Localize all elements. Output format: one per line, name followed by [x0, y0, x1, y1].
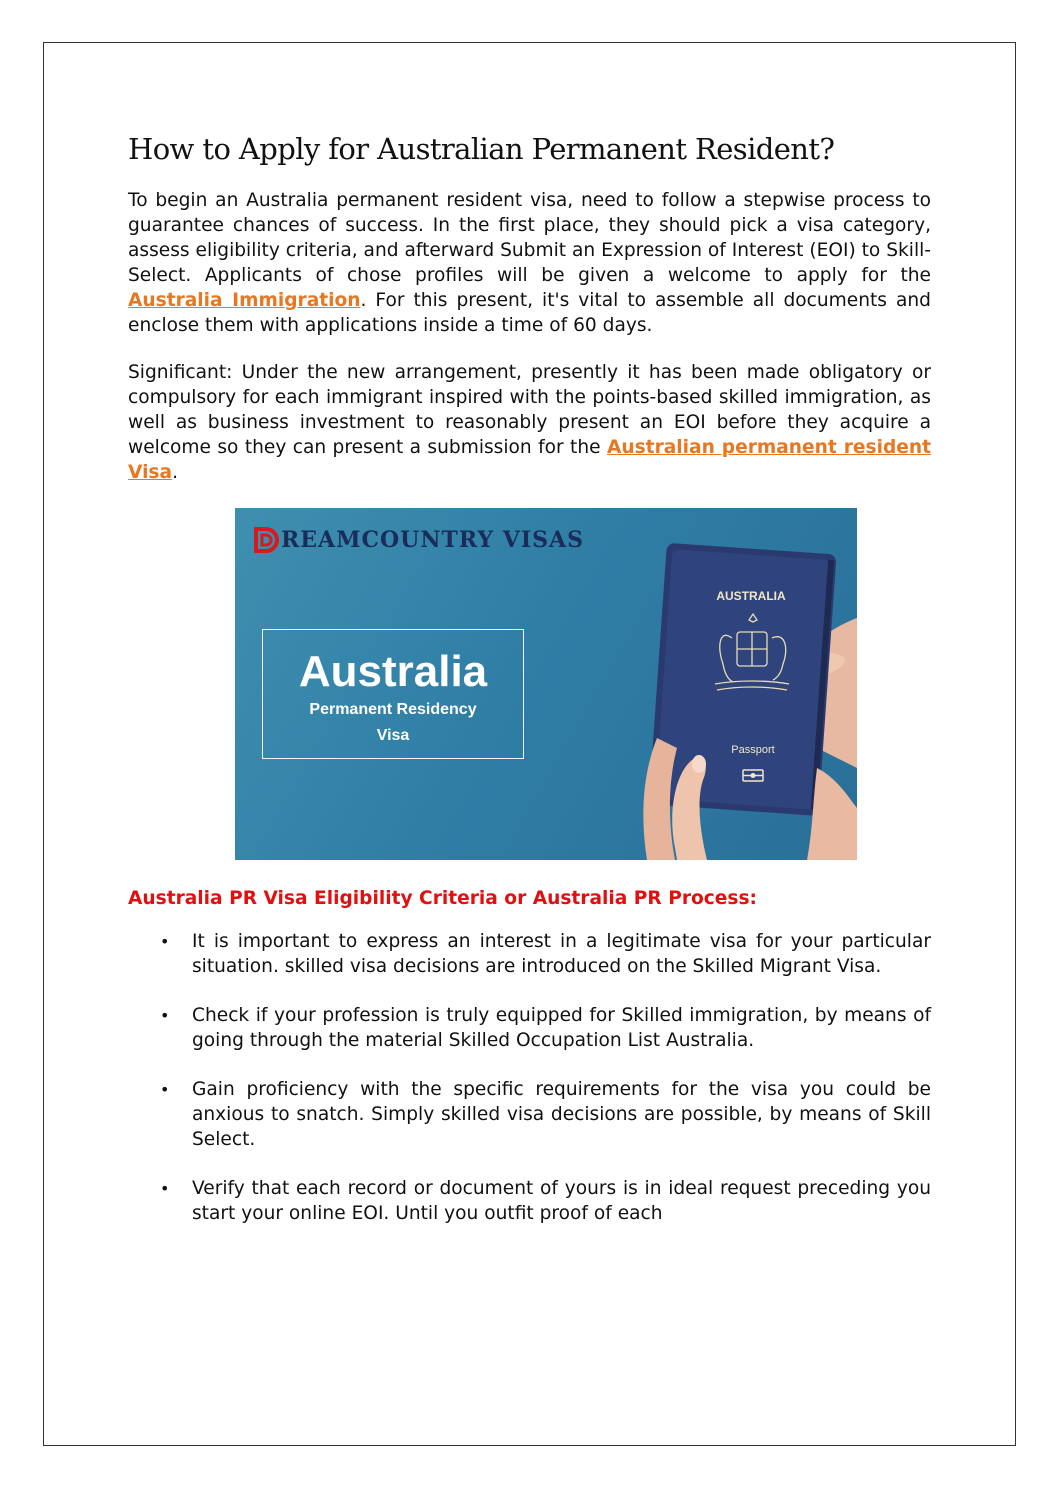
list-item-text: Check if your profession is truly equipped for Skilled immigration, by means of going through the material Skilled Occupation List Australia. — [192, 1005, 931, 1051]
brand-d-logo-icon — [253, 526, 279, 554]
banner-text-box — [262, 629, 524, 759]
intro-paragraph — [128, 188, 931, 338]
significant-text-before: Significant: Under the new arrangement, presently it has been made obligatory or compulsory for each immigrant inspired with the points-based skilled immigration, as well as business investment to reasonably present an EOI before they acquire a welcome so they can present a submission for the — [128, 362, 931, 458]
australian-pr-visa-link[interactable]: Australian permanent resident Visa — [128, 437, 931, 483]
banner-title: Australia — [298, 647, 488, 696]
australia-immigration-link[interactable]: Australia Immigration — [128, 290, 361, 311]
list-item — [128, 1003, 931, 1053]
list-item — [128, 1077, 931, 1152]
passport-illustration — [527, 508, 857, 860]
passport-label-text: Passport — [731, 744, 775, 756]
bullet-icon: • — [160, 932, 170, 951]
passport-country-text: AUSTRALIA — [716, 589, 786, 603]
banner-subtitle-line2: Visa — [376, 727, 410, 744]
document-content — [128, 132, 931, 1250]
banner-image — [235, 508, 857, 860]
bullet-icon: • — [160, 1080, 170, 1099]
list-item-text: Gain proficiency with the specific requirements for the visa you could be anxious to snatch. Simply skilled visa decisions are possible, by means of Skill Select. — [192, 1079, 931, 1150]
banner-subtitle-line1: Permanent Residency — [309, 701, 477, 718]
bullet-icon: • — [160, 1006, 170, 1025]
eligibility-heading: Australia PR Visa Eligibility Criteria or Australia PR Process: — [128, 888, 757, 909]
significant-paragraph — [128, 360, 931, 485]
bullet-icon: • — [160, 1179, 170, 1198]
list-item-text: Verify that each record or document of yours is in ideal request preceding you start your online EOI. Until you outfit proof of each — [192, 1178, 931, 1224]
list-item — [128, 1176, 931, 1226]
intro-text-before: To begin an Australia permanent resident visa, need to follow a stepwise process to guarantee chances of success. In the first place, they should pick a visa category, assess eligibility criteria, and afterward Submit an Expression of Interest (EOI) to Skill-Select. Applicants of chose profiles will be given a welcome to apply for the — [128, 190, 931, 286]
list-item-text: It is important to express an interest in a legitimate visa for your particular situation. skilled visa decisions are introduced on the Skilled Migrant Visa. — [192, 931, 931, 977]
list-item — [128, 929, 931, 979]
significant-text-after: . — [172, 462, 178, 483]
intro-text-after: . For this present, it's vital to assemble all documents and enclose them with applications inside a time of 60 days. — [128, 290, 931, 336]
eligibility-list — [128, 929, 931, 1226]
page-title: How to Apply for Australian Permanent Resident? — [128, 132, 835, 166]
brand-name: REAMCOUNTRY VISAS — [281, 527, 584, 553]
